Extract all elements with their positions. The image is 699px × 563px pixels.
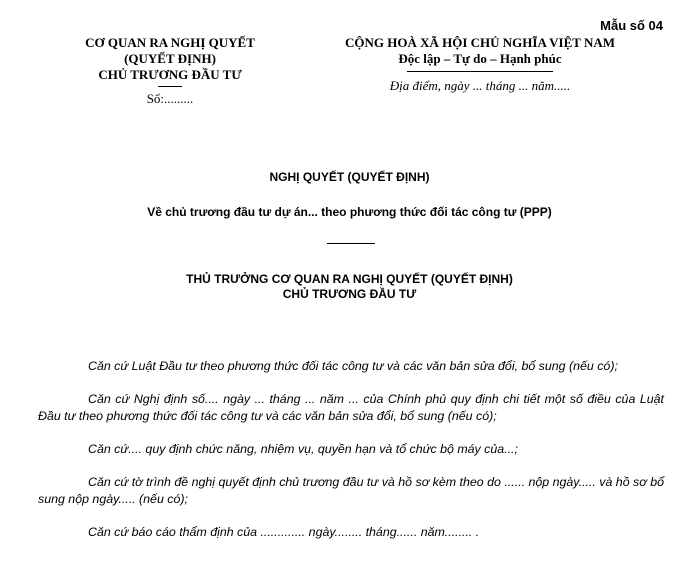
legal-basis-3: Căn cứ.... quy định chức năng, nhiệm vụ, quyền hạn và tổ chức bộ máy của...; — [88, 442, 518, 456]
legal-basis-4: Căn cứ tờ trình đề nghị quyết định chủ trương đầu tư và hồ sơ kèm theo do ...... nộp ngày..... và hồ sơ bổ sung nộp ngày..... (nếu có); — [38, 475, 664, 506]
national-header — [320, 35, 640, 94]
legal-basis-5: Căn cứ báo cáo thẩm định của ............. ngày........ tháng...... năm........ . — [88, 525, 480, 539]
agency-line-1: CƠ QUAN RA NGHỊ QUYẾT — [85, 35, 255, 50]
document-subtitle: Về chủ trương đầu tư dự án... theo phương thức đối tác công tư (PPP) — [147, 205, 552, 219]
document-title: NGHỊ QUYẾT (QUYẾT ĐỊNH) — [269, 170, 430, 184]
place-date: Địa điểm, ngày ... tháng ... năm..... — [389, 78, 571, 93]
document-number: Số:......... — [146, 91, 194, 106]
title-divider — [327, 243, 375, 244]
country-name: CỘNG HOÀ XÃ HỘI CHỦ NGHĨA VIỆT NAM — [344, 35, 616, 50]
national-motto: Độc lập – Tự do – Hạnh phúc — [398, 51, 562, 66]
agency-line-3: CHỦ TRƯƠNG ĐẦU TƯ — [98, 67, 242, 82]
issuing-agency-header — [60, 35, 280, 107]
authority-heading — [0, 272, 699, 302]
legal-basis-1: Căn cứ Luật Đầu tư theo phương thức đối tác công tư và các văn bản sửa đổi, bổ sung (nếu có); — [88, 359, 618, 373]
motto-divider — [407, 71, 553, 72]
form-number: Mẫu số 04 — [600, 18, 663, 33]
authority-line-1: THỦ TRƯỞNG CƠ QUAN RA NGHỊ QUYẾT (QUYẾT ĐỊNH) — [186, 272, 513, 286]
agency-line-2: (QUYẾT ĐỊNH) — [124, 51, 216, 66]
agency-divider — [158, 86, 182, 87]
legal-basis-2: Căn cứ Nghị định số.... ngày ... tháng ... năm ... của Chính phủ quy định chi tiết một số điều của Luật Đầu tư theo phương thức đối tác công tư và các văn bản sửa đổi, bổ sung (nếu có); — [38, 392, 664, 423]
authority-line-2: CHỦ TRƯƠNG ĐẦU TƯ — [282, 287, 417, 301]
